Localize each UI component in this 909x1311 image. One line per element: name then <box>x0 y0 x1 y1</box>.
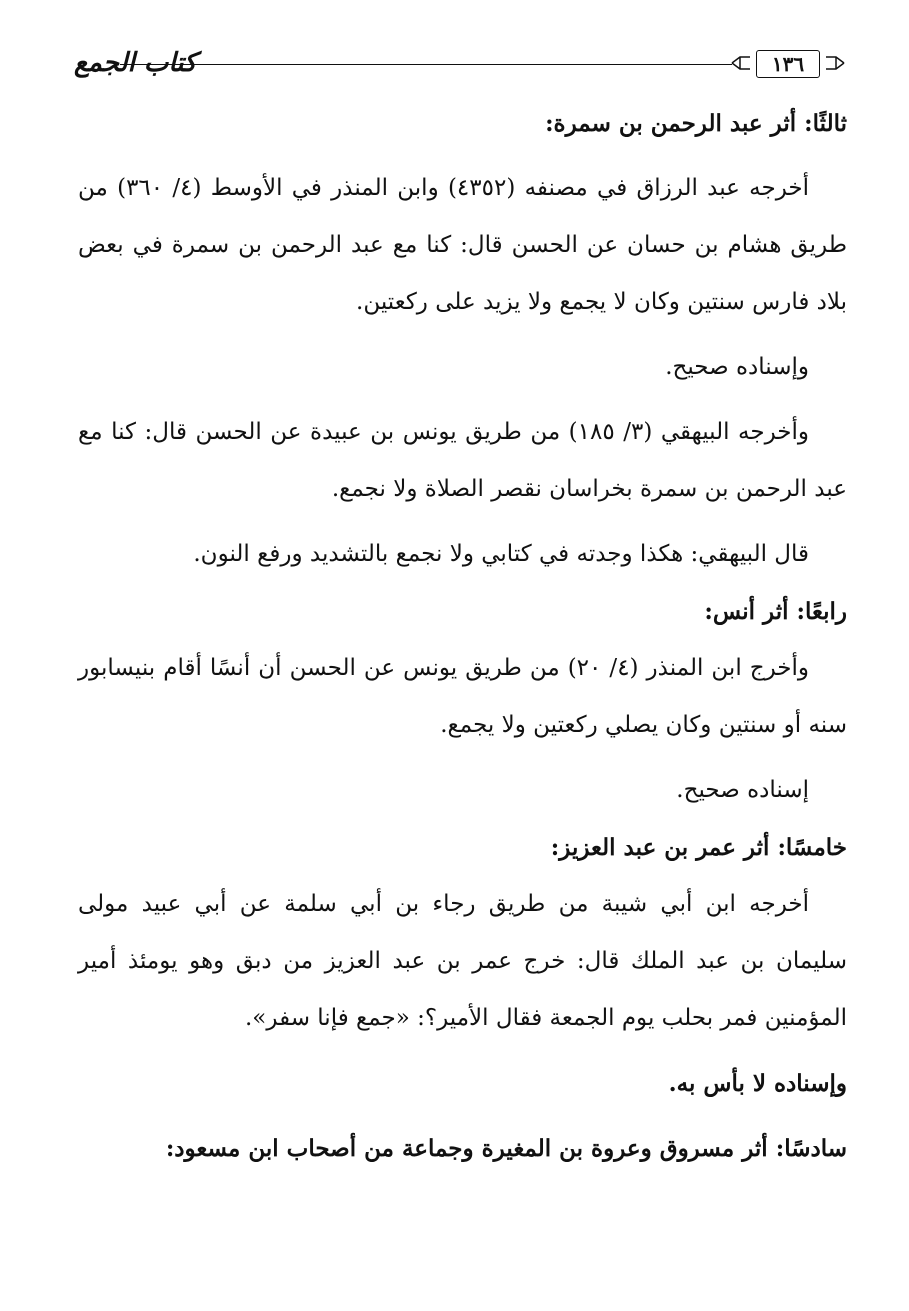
ornament-right-icon <box>824 54 846 72</box>
section-heading-text: أثر عبد الرحمن بن سمرة: <box>545 110 805 137</box>
section-label: سادسًا: <box>775 1135 847 1162</box>
section-heading-text: أثر عمر بن عبد العزيز: <box>550 834 778 861</box>
page-body <box>78 95 847 1177</box>
body-paragraph: أخرجه عبد الرزاق في مصنفه (٤٣٥٢) وابن المنذر في الأوسط (٤/ ٣٦٠) من طريق هشام بن حسان عن الحسن قال: كنا مع عبد الرحمن بن سمرة في بعض بلاد فارس سنتين وكان لا يجمع ولا يزيد على ركعتين. <box>78 175 847 315</box>
body-paragraph: إسناده صحيح. <box>676 777 809 803</box>
body-paragraph: وإسناده صحيح. <box>665 354 809 380</box>
section-heading-6 <box>78 1120 847 1177</box>
section-label: رابعًا: <box>796 598 847 625</box>
section-heading-4 <box>78 583 847 640</box>
body-paragraph: أخرجه ابن أبي شيبة من طريق رجاء بن أبي سلمة عن أبي عبيد مولى سليمان بن عبد الملك قال: خرج عمر بن عبد العزيز من دبق وهو يومئذ أمير المؤمنين فمر بحلب يوم الجمعة فقال الأمير؟: «جمع فإنا سفر». <box>78 891 847 1031</box>
book-title: كتاب الجمع <box>74 48 197 78</box>
section-label: ثالثًا: <box>804 110 847 137</box>
section-label: خامسًا: <box>777 834 847 861</box>
body-paragraph: قال البيهقي: هكذا وجدته في كتابي ولا نجمع بالتشديد ورفع النون. <box>193 541 809 567</box>
page-number: ١٣٦ <box>756 50 820 78</box>
section-heading-3 <box>78 95 847 152</box>
ornament-left-icon <box>730 54 752 72</box>
section-heading-text: أثر مسروق وعروة بن المغيرة وجماعة من أصحاب ابن مسعود: <box>165 1135 776 1162</box>
page-header <box>74 46 852 86</box>
section-heading-text: أثر أنس: <box>704 598 797 625</box>
body-paragraph: وأخرج ابن المنذر (٤/ ٢٠) من طريق يونس عن الحسن أن أنسًا أقام بنيسابور سنه أو سنتين وكان يصلي ركعتين ولا يجمع. <box>78 655 847 738</box>
body-paragraph: وإسناده لا بأس به. <box>668 1070 847 1097</box>
header-rule <box>120 64 732 65</box>
section-heading-5 <box>78 819 847 876</box>
body-paragraph: وأخرجه البيهقي (٣/ ١٨٥) من طريق يونس بن عبيدة عن الحسن قال: كنا مع عبد الرحمن بن سمرة بخراسان نقصر الصلاة ولا نجمع. <box>78 419 847 502</box>
